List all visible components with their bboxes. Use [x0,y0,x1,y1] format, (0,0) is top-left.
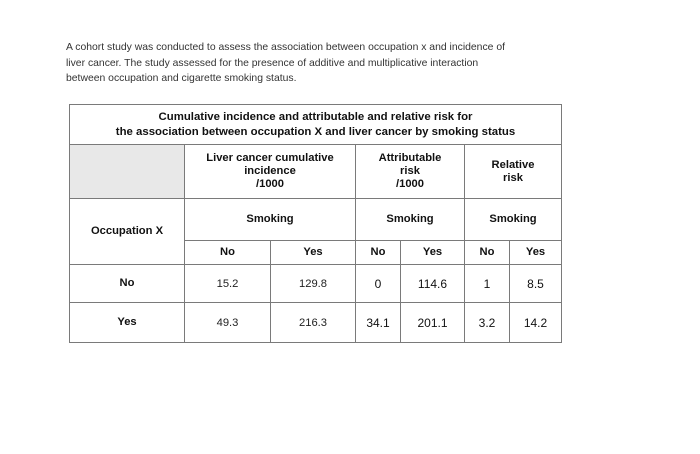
ci-yes-cell: 216.3 [271,303,356,343]
intro-line: between occupation and cigarette smoking status. [66,73,297,84]
row-label: Yes [70,303,185,343]
header-line: /1000 [256,178,284,190]
yes-header: Yes [401,241,465,265]
no-header: No [185,241,271,265]
table-row [70,303,562,343]
ar-no-cell: 0 [356,265,401,303]
intro-line: A cohort study was conducted to assess the association between occupation x and incidence of [66,42,505,53]
ci-yes-cell: 129.8 [271,265,356,303]
no-header: No [356,241,401,265]
header-line: Attributable [378,152,442,164]
smoking-header: Smoking [185,199,356,241]
ar-yes-cell: 201.1 [401,303,465,343]
yes-header: Yes [271,241,356,265]
ar-no-cell: 34.1 [356,303,401,343]
smoking-header: Smoking [356,199,465,241]
rr-yes-cell: 8.5 [510,265,562,303]
table-row [70,265,562,303]
ar-yes-cell: 114.6 [401,265,465,303]
relative-risk-header [465,145,562,199]
header-line: risk [503,171,523,184]
results-table [69,104,562,343]
cumulative-incidence-header [185,145,356,199]
no-header: No [465,241,510,265]
intro-paragraph [66,40,566,87]
intro-line: liver cancer. The study assessed for the presence of additive and multiplicative interaction [66,57,479,69]
rr-yes-cell: 14.2 [510,303,562,343]
caption-line: the association between occupation X and liver cancer by smoking status [115,125,516,138]
yes-header: Yes [510,241,562,265]
ci-no-cell: 49.3 [185,303,271,343]
attributable-risk-header [356,145,465,199]
header-line: risk [400,165,420,177]
empty-header-cell [70,145,185,199]
header-line: /1000 [396,178,424,190]
occupation-header: Occupation X [70,199,185,265]
row-label: No [70,265,185,303]
header-line: Liver cancer cumulative [206,152,334,164]
rr-no-cell: 3.2 [465,303,510,343]
ci-no-cell: 15.2 [185,265,271,303]
caption-line: Cumulative incidence and attributable and relative risk for [158,111,473,123]
table-caption [70,105,562,145]
header-line: incidence [244,165,296,177]
rr-no-cell: 1 [465,265,510,303]
smoking-header: Smoking [465,199,562,241]
header-line: Relative [491,158,535,171]
